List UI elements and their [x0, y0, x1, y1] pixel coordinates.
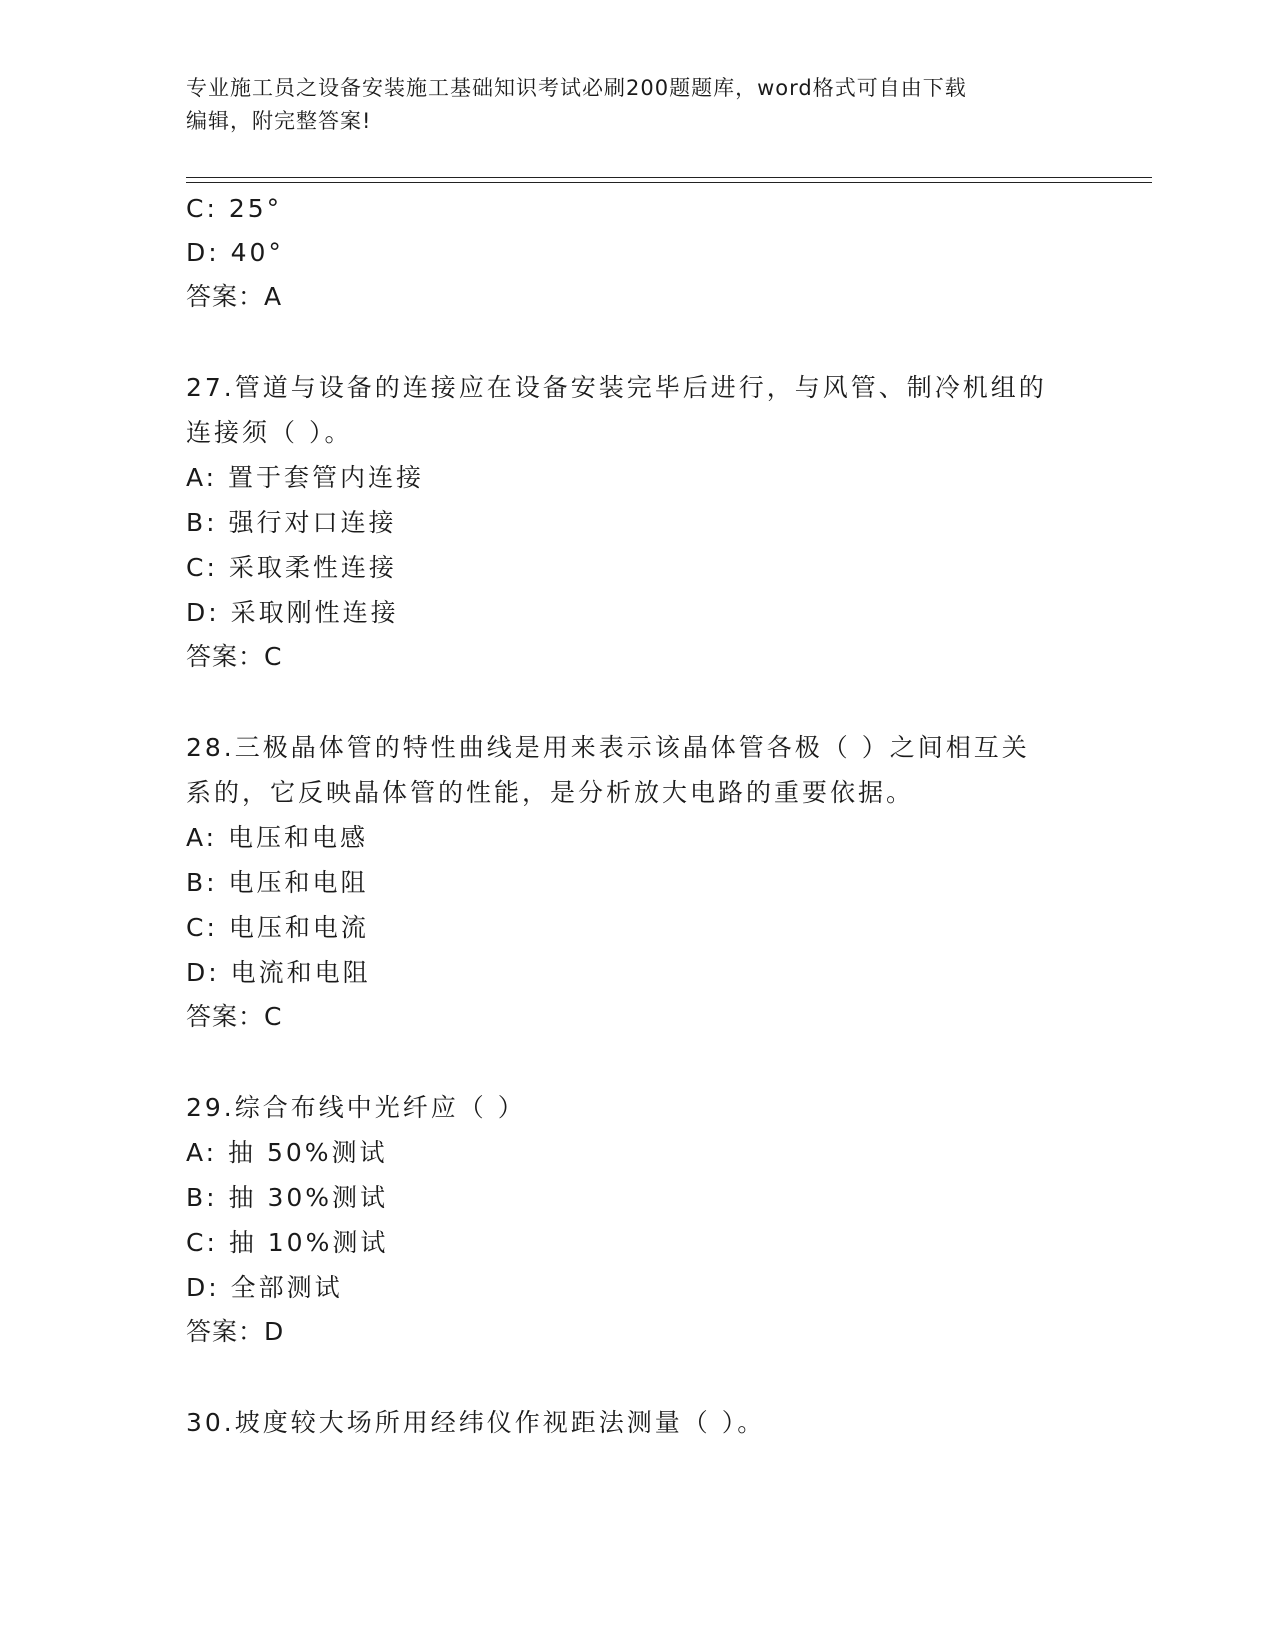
answer-q26: 答案：A: [186, 282, 283, 311]
option-c-q28: C: 电压和电流: [186, 913, 369, 942]
question-27-line-1: 27.管道与设备的连接应在设备安装完毕后进行，与风管、制冷机组的: [186, 373, 1047, 402]
question-28-line-2: 系的，它反映晶体管的性能，是分析放大电路的重要依据。: [186, 778, 915, 807]
header-divider-top: [186, 177, 1152, 178]
option-a-q27: A: 置于套管内连接: [186, 463, 425, 492]
option-d-q27: D: 采取刚性连接: [186, 598, 399, 627]
answer-q28: 答案：C: [186, 1002, 283, 1031]
answer-q29: 答案：D: [186, 1317, 285, 1346]
option-c-q27: C: 采取柔性连接: [186, 553, 397, 582]
header-title-line-1: 专业施工员之设备安装施工基础知识考试必刷200题题库，word格式可自由下载: [186, 76, 967, 100]
option-b-q29: B: 抽 30%测试: [186, 1183, 389, 1212]
header-divider-bottom: [186, 182, 1152, 183]
option-d-q28: D: 电流和电阻: [186, 958, 371, 987]
page-header: [186, 72, 1086, 138]
question-29-line-1: 29.综合布线中光纤应（ ）: [186, 1093, 526, 1122]
option-c-q26: C: 25°: [186, 194, 283, 223]
question-28-line-1: 28.三极晶体管的特性曲线是用来表示该晶体管各极（ ）之间相互关: [186, 733, 1030, 762]
header-title-line-2: 编辑，附完整答案!: [186, 109, 372, 133]
question-30-line-1: 30.坡度较大场所用经纬仪作视距法测量（ ）。: [186, 1408, 766, 1437]
option-c-q29: C: 抽 10%测试: [186, 1228, 389, 1257]
option-b-q28: B: 电压和电阻: [186, 868, 369, 897]
option-a-q28: A: 电压和电感: [186, 823, 369, 852]
option-d-q29: D: 全部测试: [186, 1273, 343, 1302]
option-b-q27: B: 强行对口连接: [186, 508, 397, 537]
question-27-line-2: 连接须（ ）。: [186, 418, 353, 447]
option-a-q29: A: 抽 50%测试: [186, 1138, 388, 1167]
answer-q27: 答案：C: [186, 642, 283, 671]
option-d-q26: D: 40°: [186, 238, 284, 267]
